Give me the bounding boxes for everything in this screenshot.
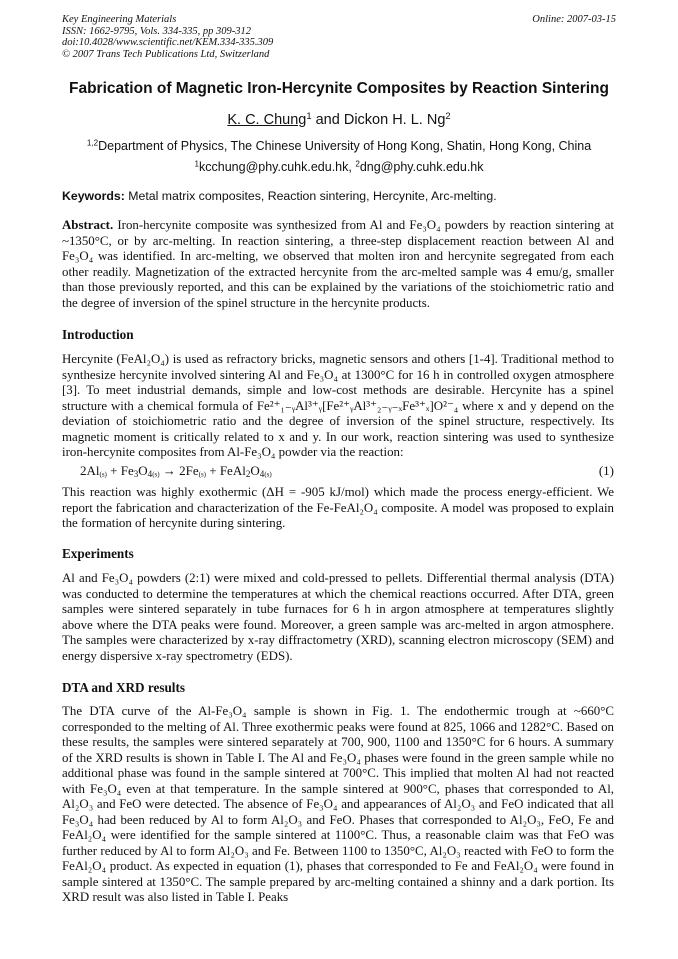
eq-term: O <box>138 463 148 478</box>
issn-line: ISSN: 1662-9795, Vols. 334-335, pp 309-312 <box>62 25 251 37</box>
email-2: dng@phy.cuhk.edu.hk <box>359 160 484 174</box>
experiments-text: Al and Fe₃O₄ powders (2:1) were mixed and cold-pressed to pellets. Differential thermal analysis (DTA) was conducted to determine the temperatures at which the chemical reactions occurred. After DTA, green samples were sintered separately in tube furnaces for 6 h in argon atmosphere at temperatures slightly above where the DTA peaks were found. Moreover, a green sample was arc-melted in argon atmosphere. The samples were characterized by x-ray diffractometry (XRD), scanning electron microscopy (SEM) and energy dispersive x-ray spectrometry (EDS). <box>62 571 614 663</box>
introduction-paragraph-1 <box>62 352 614 461</box>
email-1-mark: 1 <box>194 159 200 169</box>
eq-term: O <box>250 463 260 478</box>
affiliation-text: Department of Physics, The Chinese University of Hong Kong, Shatin, Hong Kong, China <box>98 139 592 153</box>
author-2-mark: 2 <box>445 109 451 121</box>
online-date: Online: 2007-03-15 <box>532 14 616 25</box>
email-2-mark: 2 <box>355 159 360 169</box>
copyright-line: © 2007 Trans Tech Publications Ltd, Switzerland <box>62 48 270 60</box>
eq-term: + Fe <box>106 463 134 478</box>
journal-name: Key Engineering Materials <box>62 14 177 25</box>
keywords <box>62 189 616 203</box>
abstract-text: Iron-hercynite composite was synthesized from Al and Fe₃O₄ powders by reaction sintering at ~1350°C, or by arc-melting. In reaction sintering, a three-step displacement reaction between Al and Fe₃O₄ was identified. In arc-melting, we observed that molten iron and hercynite segregated from each other readily. Magnetization of the extracted hercynite from the arc-melted sample was 4 emu/g, smaller than those previously reported, and this can be explained by the variations of the stoichiometric ratio and the degree of inversion of the spinel structure in the hercynite products. <box>62 218 614 310</box>
eq-term: 2Fe <box>179 463 199 478</box>
eq-state: (s) <box>99 470 107 479</box>
author-and: and <box>311 112 344 128</box>
eq-state: (s) <box>264 470 272 479</box>
eq-sub: 2 <box>245 468 251 479</box>
introduction-paragraph-2 <box>62 485 614 532</box>
experiments-paragraph <box>62 571 614 664</box>
eq-term: + FeAl <box>206 463 246 478</box>
email-line <box>40 160 638 174</box>
eq-sub: 3 <box>133 468 139 479</box>
affiliation-mark: 1,2 <box>86 138 99 148</box>
eq-state: (s) <box>152 470 160 479</box>
dta-xrd-text: The DTA curve of the Al-Fe₃O₄ sample is shown in Fig. 1. The endothermic trough at ~660°C corresponded to the melting of Al. Three exothermic peaks were found at 825, 1066 and 1282°C. Based on these results, the samples were sintered separately at 700, 900, 1100 and 1350°C for 6 hours. A summary of the XRD results is shown in Table I. The Al and Fe₃O₄ phases were found in the green sample while no additional phase was found in the sample sintered at 700°C. This implied that molten Al had not reacted with Fe₃O₄ even at that temperature. In the sample sintered at 900°C, phases that corresponded to Al, Al₂O₃ and FeO were detected. The absence of Fe₃O₄ and appearances of Al₂O₃ and FeO indicated that all Fe₃O₄ had been reduced by Al to form Al₂O₃ and FeO. Phases that corresponded to Al₂O₃, FeO, Fe and FeAl₂O₄ were identified for the sample sintered at 1100°C. Thus, a reasonable claim was that FeO was further reduced by Al to form Al₂O₃ and Fe. Between 1100 to 1350°C, Al₂O₃ reacted with FeO to form the FeAl₂O₄ product. As expected in equation (1), phases that corresponded to Fe and FeAl₂O₄ were found in sample sintered at 1350°C. The sample prepared by arc-melting contained a shinny and a dark portion. Its XRD result was also listed in Table I. Peaks <box>62 704 614 904</box>
experiments-heading: Experiments <box>62 546 134 561</box>
eq-arrow: → <box>159 463 180 478</box>
abstract-label: Abstract. <box>62 218 114 232</box>
email-1: kcchung@phy.cuhk.edu.hk, <box>199 160 356 174</box>
eq-state: (s) <box>198 470 206 479</box>
introduction-heading: Introduction <box>62 327 134 342</box>
eq-sub: 4 <box>147 468 153 479</box>
dta-xrd-heading: DTA and XRD results <box>62 680 185 695</box>
equation-number: (1) <box>598 463 614 478</box>
equation-1 <box>80 463 614 479</box>
keywords-text: Metal matrix composites, Reaction sintering, Hercynite, Arc-melting. <box>124 189 497 203</box>
introduction-text-1: Hercynite (FeAl₂O₄) is used as refractory bricks, magnetic sensors and others [1-4]. Traditional method to synthesize hercynite involved sintering Al and Fe₃O₄ at 1300°C for 16 h in controlled oxygen atmosphere [3]. To meet industrial demands, simple and low-cost methods are desirable. Hercynite has a spinel structure with a chemical formula of Fe²⁺₁₋ᵧAl³⁺ᵧ[Fe²⁺ᵧAl³⁺₂₋ᵧ₋ₓFe³⁺ₓ]O²⁻₄ where x and y depend on the deviation of stoichiometric ratio and the degree of inversion of the spinel structure, respectively. Its magnetic moment is critically related to x and y. In our work, reaction sintering was used to synthesize iron-hercynite composites from Al-Fe₃O₄ powder via the reaction: <box>62 352 614 459</box>
author-1: K. C. Chung <box>227 112 307 128</box>
affiliation <box>40 139 638 153</box>
journal-header <box>62 14 616 60</box>
author-1-mark: 1 <box>306 109 312 121</box>
abstract <box>62 218 614 311</box>
dta-xrd-paragraph <box>62 704 614 906</box>
author-2: Dickon H. L. Ng <box>343 112 446 128</box>
eq-sub: 4 <box>259 468 265 479</box>
author-line <box>40 109 638 128</box>
eq-term: 2Al <box>80 463 100 478</box>
keywords-label: Keywords: <box>62 189 125 203</box>
doi-line: doi:10.4028/www.scientific.net/KEM.334-335.309 <box>62 37 274 48</box>
paper-title: Fabrication of Magnetic Iron-Hercynite Composites by Reaction Sintering <box>69 80 609 97</box>
introduction-text-2: This reaction was highly exothermic (ΔH = -905 kJ/mol) which made the process energy-efficient. We report the fabrication and characterization of the Fe-FeAl₂O₄ composite. A model was proposed to explain the formation of hercynite during sintering. <box>62 485 614 530</box>
